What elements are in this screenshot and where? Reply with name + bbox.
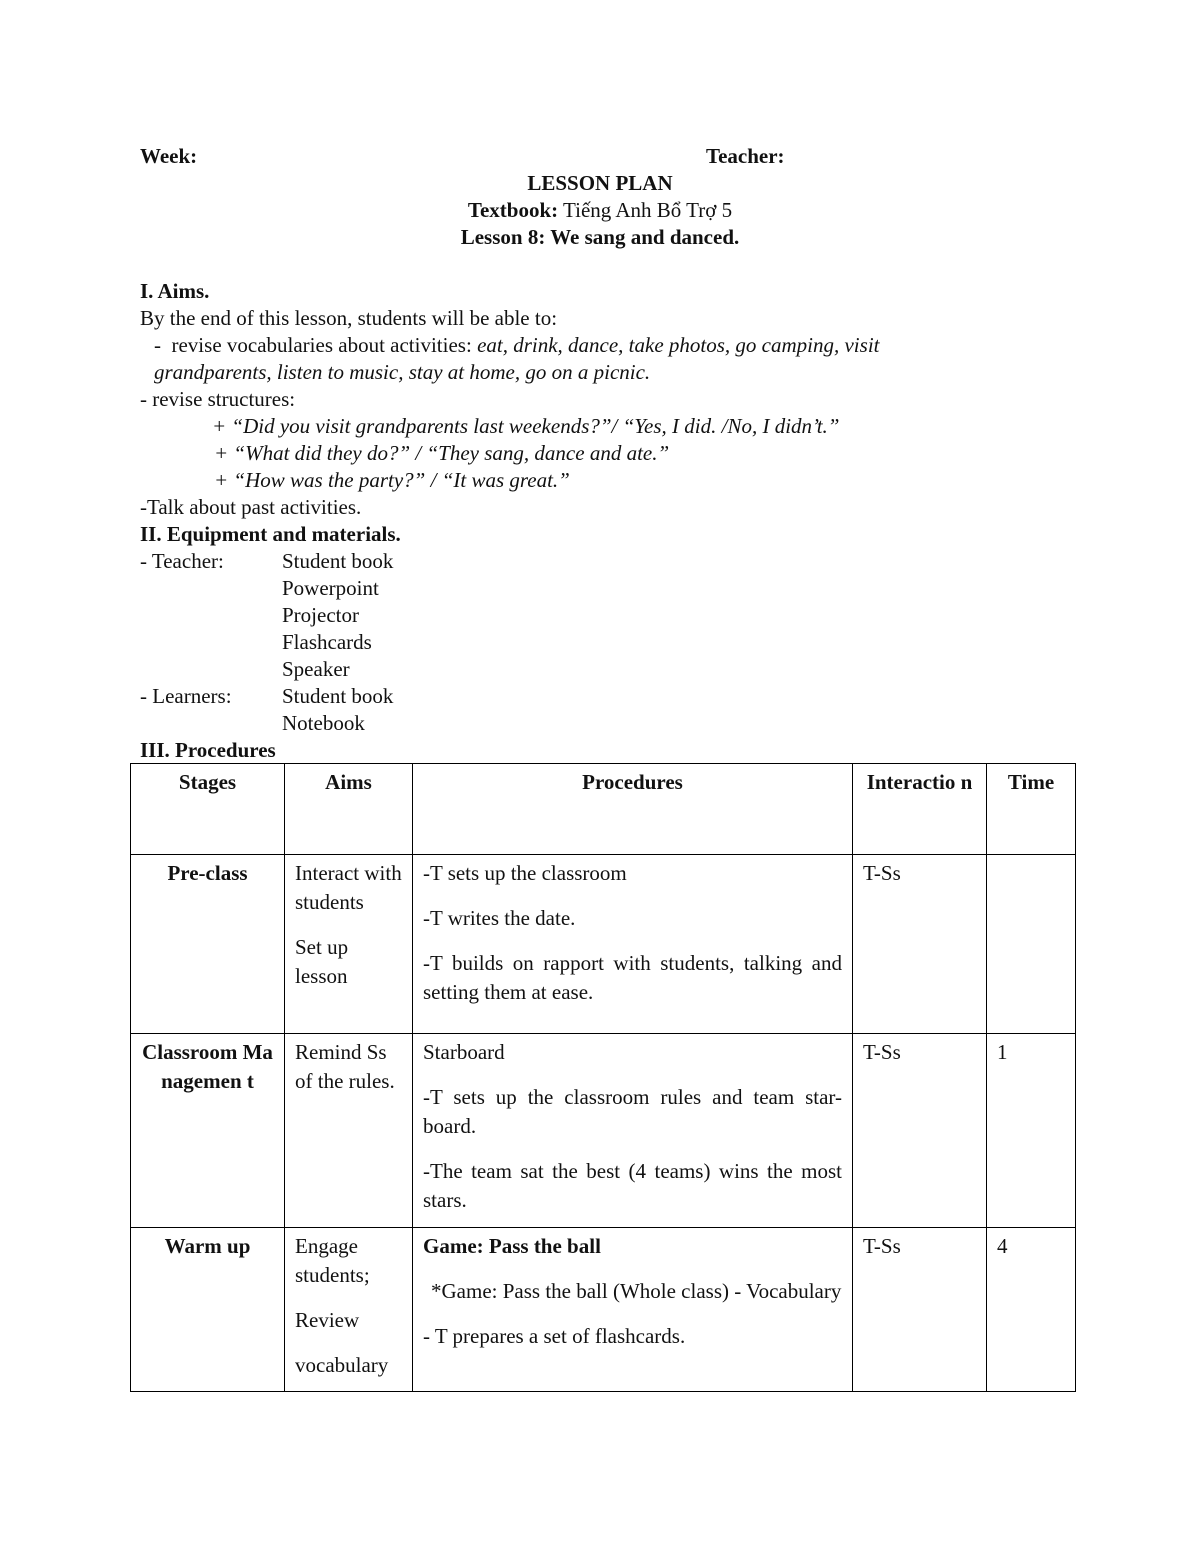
page-title: LESSON PLAN: [527, 171, 673, 195]
vocab-prefix: - revise vocabularies about activities:: [154, 333, 478, 357]
procedure-title: Game: Pass the ball: [423, 1234, 601, 1258]
structures-label: - revise structures:: [140, 387, 296, 411]
stage-cell: Pre-class: [131, 855, 285, 1034]
vocab-items-1: eat, drink, dance, take photos, go camping, visit: [477, 333, 880, 357]
procedures-cell: [413, 1034, 853, 1228]
procedure-step: -T writes the date.: [423, 906, 576, 930]
equipment-item: Powerpoint: [282, 576, 379, 600]
lesson-value: We sang and danced.: [550, 225, 740, 249]
aim-text: Set up lesson: [295, 935, 349, 988]
aims-heading: I. Aims.: [140, 279, 210, 303]
talk-line: -Talk about past activities.: [140, 495, 362, 519]
column-header-aims: Aims: [285, 764, 413, 855]
procedure-step: -T sets up the classroom: [423, 861, 627, 885]
structure-1: + “Did you visit grandparents last weekends?”/ “Yes, I did. /No, I didn’t.”: [212, 414, 840, 438]
equipment-learners-label: - Learners:: [140, 684, 232, 708]
interaction-cell: T-Ss: [853, 1228, 987, 1392]
textbook-value: Tiếng Anh Bổ Trợ 5: [563, 198, 733, 222]
procedure-step: Starboard: [423, 1040, 505, 1064]
column-header-time: Time: [987, 764, 1076, 855]
aims-vocab-line-1: [154, 332, 880, 359]
week-label: Week:: [140, 144, 198, 168]
table-row: [131, 855, 1076, 1034]
textbook-label: Textbook:: [467, 198, 559, 222]
equipment-item: Speaker: [282, 657, 350, 681]
interaction-cell: T-Ss: [853, 1034, 987, 1228]
structure-2: + “What did they do?” / “They sang, dance and ate.”: [214, 441, 670, 465]
stage-cell: Classroom Managemen t: [131, 1034, 285, 1228]
equipment-item: Student book: [282, 549, 394, 573]
procedures-cell: [413, 1228, 853, 1392]
aims-cell: [285, 1228, 413, 1392]
aims-cell: [285, 855, 413, 1034]
equipment-heading: II. Equipment and materials.: [140, 522, 401, 546]
equipment-item: Student book: [282, 684, 394, 708]
column-header-procedures: Procedures: [413, 764, 853, 855]
equipment-item: Flashcards: [282, 630, 372, 654]
procedure-step: *Game: Pass the ball (Whole class) - Vocabulary: [431, 1279, 842, 1303]
equipment-item: Projector: [282, 603, 359, 627]
time-cell: 1: [987, 1034, 1076, 1228]
aims-intro: By the end of this lesson, students will be able to:: [140, 306, 558, 330]
equipment-item: Notebook: [282, 711, 365, 735]
procedures-cell: [413, 855, 853, 1034]
procedure-step: -The team sat the best (4 teams) wins the most stars.: [423, 1159, 842, 1212]
column-header-stages: Stages: [131, 764, 285, 855]
time-cell: [987, 855, 1076, 1034]
lesson-line: [0, 224, 1200, 251]
time-cell: 4: [987, 1228, 1076, 1392]
textbook-line: [0, 197, 1200, 224]
table-header-row: [131, 764, 1076, 855]
procedure-step: -T builds on rapport with students, talking and setting them at ease.: [423, 951, 842, 1004]
aim-text: Remind Ss of the rules.: [295, 1040, 395, 1093]
structure-3: + “How was the party?” / “It was great.”: [214, 468, 570, 492]
procedure-step: -T sets up the classroom rules and team star-board.: [423, 1085, 842, 1138]
procedures-table: [130, 763, 1076, 1392]
table-row: [131, 1034, 1076, 1228]
aim-text: Interact with students: [295, 861, 402, 914]
stage-cell: Warm up: [131, 1228, 285, 1392]
lesson-label: Lesson 8:: [460, 225, 546, 249]
aims-vocab-line-2: grandparents, listen to music, stay at home, go on a picnic.: [154, 360, 651, 384]
procedures-heading: III. Procedures: [140, 738, 276, 762]
aim-text: vocabulary: [295, 1353, 389, 1377]
interaction-cell: T-Ss: [853, 855, 987, 1034]
aims-cell: [285, 1034, 413, 1228]
teacher-label: Teacher:: [706, 144, 785, 168]
procedure-step: - T prepares a set of flashcards.: [423, 1324, 686, 1348]
table-row: [131, 1228, 1076, 1392]
aim-text: Engage students;: [295, 1234, 370, 1287]
aim-text: Review: [295, 1308, 360, 1332]
column-header-interaction: Interactio n: [853, 764, 987, 855]
equipment-teacher-label: - Teacher:: [140, 549, 224, 573]
